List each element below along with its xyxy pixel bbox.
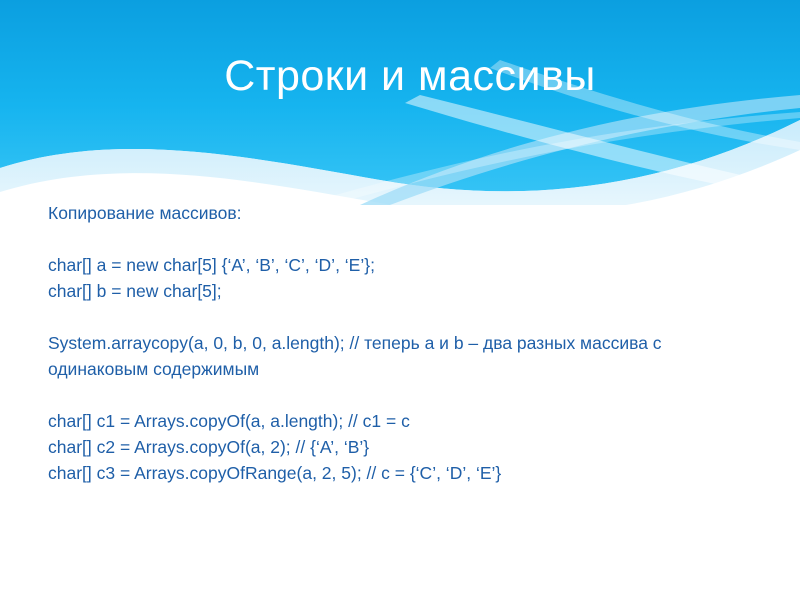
body-line: Копирование массивов: — [48, 203, 242, 223]
slide-title: Строки и массивы — [224, 52, 596, 100]
header-banner-decoration — [0, 0, 800, 205]
body-line: System.arraycopy(a, 0, b, 0, a.length); // теперь a и b – два разных массива с одинаковым содержимым — [48, 333, 662, 379]
slide-body — [48, 200, 760, 486]
body-line-spacer — [48, 382, 760, 408]
body-line: char[] b = new char[5]; — [48, 281, 222, 301]
body-line: char[] c1 = Arrays.copyOf(a, a.length); // c1 = c — [48, 411, 410, 431]
body-line: char[] a = new char[5] {‘A’, ‘B’, ‘C’, ‘D’, ‘E’}; — [48, 255, 375, 275]
body-line-spacer — [48, 226, 760, 252]
body-line: char[] c3 = Arrays.copyOfRange(a, 2, 5); // c = {‘C’, ‘D’, ‘E’} — [48, 463, 502, 483]
body-line: char[] c2 = Arrays.copyOf(a, 2); // {‘A’, ‘B’} — [48, 437, 370, 457]
body-line-spacer — [48, 304, 760, 330]
